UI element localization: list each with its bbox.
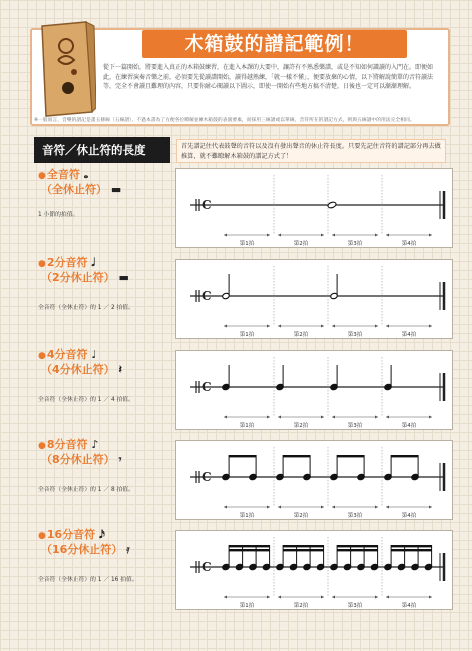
- beat-arrow-head: [224, 596, 227, 599]
- note-name-text: 2分音符: [46, 256, 88, 269]
- beat-arrow-head: [386, 325, 389, 328]
- section-description: 首先譜記住代表鼓聲的音符以及沒有發出聲音的休止符長度。只要先記住音符的譜記部分再去做推算，就不難瞭解木箱鼓的譜記方式了！: [176, 139, 446, 163]
- note-beam: [283, 545, 324, 547]
- rest-name: 全休止符: [52, 183, 96, 196]
- beat-label: 第1拍: [239, 332, 255, 338]
- paren-close: ）: [96, 183, 107, 196]
- rest-glyph-icon: 𝄽: [114, 363, 122, 376]
- beat-arrow-head: [267, 416, 270, 419]
- note-label: [38, 348, 122, 376]
- beat-arrow-head: [321, 234, 324, 237]
- paren-close: ）: [103, 271, 115, 284]
- note-beam: [391, 545, 432, 547]
- note-glyph-icon: 𝅝: [79, 168, 89, 181]
- rest-glyph-icon: 𝄾: [114, 453, 122, 466]
- beat-arrow-head: [332, 416, 335, 419]
- time-signature: C: [202, 380, 212, 394]
- beat-arrow-head: [429, 416, 432, 419]
- rest-glyph-icon: ▬: [114, 271, 129, 284]
- beat-arrow-head: [267, 234, 270, 237]
- beat-arrow-head: [429, 596, 432, 599]
- note-glyph-icon: 𝅗𝅥: [87, 256, 95, 269]
- beat-arrow-head: [321, 416, 324, 419]
- staff-box: [175, 530, 453, 610]
- paren-open: （: [41, 271, 52, 284]
- note-beam: [229, 545, 270, 547]
- beat-label: 第3拍: [347, 603, 363, 609]
- beat-label: 第4拍: [401, 241, 417, 247]
- note-beam: [283, 549, 324, 551]
- beat-arrow-head: [224, 506, 227, 509]
- beat-label: 第4拍: [401, 423, 417, 429]
- note-label: [38, 438, 121, 466]
- beat-label: 第2拍: [293, 241, 309, 247]
- note-glyph-icon: 𝅘𝅥𝅯: [95, 528, 105, 541]
- beat-arrow-head: [278, 325, 281, 328]
- section-title: 音符／休止符的長度: [34, 137, 170, 163]
- note-description: 1 小節的拍值。: [38, 212, 79, 218]
- rest-name: 16分休止符: [52, 543, 112, 556]
- beat-arrow-head: [278, 506, 281, 509]
- beat-arrow-head: [267, 325, 270, 328]
- note-label: [38, 168, 121, 196]
- footnote: ※一般而言，音樂的譜記是畫五條線（五線譜），不過本書為了方便各位瞭解並練木箱鼓的表演要素，而採用三線譜或以單線，音符所在的譜記方式，則與五線譜中的用法完全相同。: [34, 118, 415, 123]
- beat-arrow-head: [429, 234, 432, 237]
- note-beam: [337, 549, 378, 551]
- staff-svg: [176, 169, 454, 249]
- rest-glyph-icon: 𝄿: [122, 543, 130, 556]
- beat-arrow-head: [332, 234, 335, 237]
- time-signature: C: [202, 289, 212, 303]
- beat-arrow-head: [224, 416, 227, 419]
- paren-close: ）: [103, 453, 115, 466]
- beat-arrow-head: [278, 416, 281, 419]
- staff-svg: [176, 351, 454, 431]
- paren-open: （: [41, 453, 52, 466]
- beat-arrow-head: [224, 325, 227, 328]
- beat-arrow-head: [375, 325, 378, 328]
- note-description: 全音符（全休止符）的 1 ／ 4 拍值。: [38, 397, 134, 403]
- note-name: ●全音符 𝅝: [38, 168, 89, 181]
- beat-arrow-head: [332, 506, 335, 509]
- staff-box: [175, 350, 453, 430]
- note-name: ●2分音符 𝅗𝅥: [38, 256, 95, 269]
- beat-arrow-head: [321, 506, 324, 509]
- beat-arrow-head: [267, 506, 270, 509]
- staff-svg: [176, 441, 454, 521]
- paren-open: （: [41, 543, 52, 556]
- note-head: [327, 201, 337, 209]
- note-beam: [229, 549, 270, 551]
- beat-arrow-head: [386, 234, 389, 237]
- note-name-text: 8分音符: [46, 438, 88, 451]
- beat-label: 第2拍: [293, 513, 309, 519]
- note-beam: [283, 455, 310, 457]
- beat-label: 第3拍: [347, 513, 363, 519]
- note-name-text: 16分音符: [46, 528, 96, 541]
- note-beam: [337, 455, 364, 457]
- paren-close: ）: [103, 363, 115, 376]
- note-name: ●8分音符 ♪: [38, 438, 99, 451]
- time-signature: C: [202, 198, 212, 212]
- beat-label: 第1拍: [239, 241, 255, 247]
- page-title: 木箱鼓的譜記範例！: [142, 30, 407, 58]
- beat-label: 第4拍: [401, 332, 417, 338]
- beat-label: 第3拍: [347, 423, 363, 429]
- note-name: ●4分音符 ♩: [38, 348, 97, 361]
- note-description: 全音符（全休止符）的 1 ／ 16 拍值。: [38, 577, 138, 583]
- paren-open: （: [41, 363, 52, 376]
- note-name-text: 4分音符: [46, 348, 88, 361]
- beat-label: 第1拍: [239, 603, 255, 609]
- intro-paragraph: 從下一篇開始，將要進入真正的木箱鼓練習，在進入本課的大要中，讓許有不熟悉樂譜，或是不知如何識讀的入門在。即便如此，在練習演奏音樂之前，必須要先從讀譜開始，讀得越熟練，「就一樣不懂」，便要放棄的心情，以下將解說簡單的音符讀法等，完全不會讀且難理的內容，只要你耐心閱讀以下圖示，即使一開始有些地方搞不清楚，日後也一定可以漸漸理解。: [103, 64, 434, 91]
- staff-box: [175, 440, 453, 520]
- beat-arrow-head: [386, 506, 389, 509]
- beat-label: 第4拍: [401, 603, 417, 609]
- time-signature: C: [202, 560, 212, 574]
- beat-arrow-head: [375, 506, 378, 509]
- staff-svg: [176, 531, 454, 611]
- beat-arrow-head: [332, 325, 335, 328]
- note-description: 全音符（全休止符）的 1 ／ 8 拍值。: [38, 487, 134, 493]
- rest-glyph-icon: ▬: [107, 183, 122, 196]
- note-beam: [229, 455, 256, 457]
- beat-label: 第3拍: [347, 332, 363, 338]
- beat-arrow-head: [267, 596, 270, 599]
- beat-label: 第2拍: [293, 423, 309, 429]
- note-description: 全音符（全休止符）的 1 ／ 2 拍值。: [38, 305, 134, 311]
- note-name-text: 全音符: [46, 168, 80, 181]
- paren-open: （: [41, 183, 52, 196]
- staff-box: [175, 259, 453, 339]
- beat-arrow-head: [429, 506, 432, 509]
- beat-arrow-head: [321, 325, 324, 328]
- note-label: [38, 256, 129, 284]
- beat-arrow-head: [278, 596, 281, 599]
- beat-arrow-head: [375, 596, 378, 599]
- beat-arrow-head: [278, 234, 281, 237]
- cajon-illustration: [36, 20, 96, 120]
- rest-name: 8分休止符: [52, 453, 104, 466]
- staff-svg: [176, 260, 454, 340]
- beat-arrow-head: [375, 416, 378, 419]
- note-beam: [391, 455, 418, 457]
- note-beam: [391, 549, 432, 551]
- beat-label: 第1拍: [239, 513, 255, 519]
- beat-arrow-head: [429, 325, 432, 328]
- beat-label: 第2拍: [293, 603, 309, 609]
- beat-arrow-head: [224, 234, 227, 237]
- staff-box: [175, 168, 453, 248]
- beat-label: 第4拍: [401, 513, 417, 519]
- note-glyph-icon: ♩: [87, 348, 97, 361]
- rest-name: 2分休止符: [52, 271, 104, 284]
- beat-arrow-head: [375, 234, 378, 237]
- beat-label: 第2拍: [293, 332, 309, 338]
- beat-arrow-head: [332, 596, 335, 599]
- beat-arrow-head: [321, 596, 324, 599]
- beat-label: 第3拍: [347, 241, 363, 247]
- note-label: [38, 528, 130, 556]
- note-beam: [337, 545, 378, 547]
- note-name: ●16分音符 𝅘𝅥𝅯: [38, 528, 105, 541]
- beat-label: 第1拍: [239, 423, 255, 429]
- time-signature: C: [202, 470, 212, 484]
- rest-name: 4分休止符: [52, 363, 104, 376]
- paren-close: ）: [111, 543, 123, 556]
- beat-arrow-head: [386, 416, 389, 419]
- beat-arrow-head: [386, 596, 389, 599]
- note-glyph-icon: ♪: [87, 438, 99, 451]
